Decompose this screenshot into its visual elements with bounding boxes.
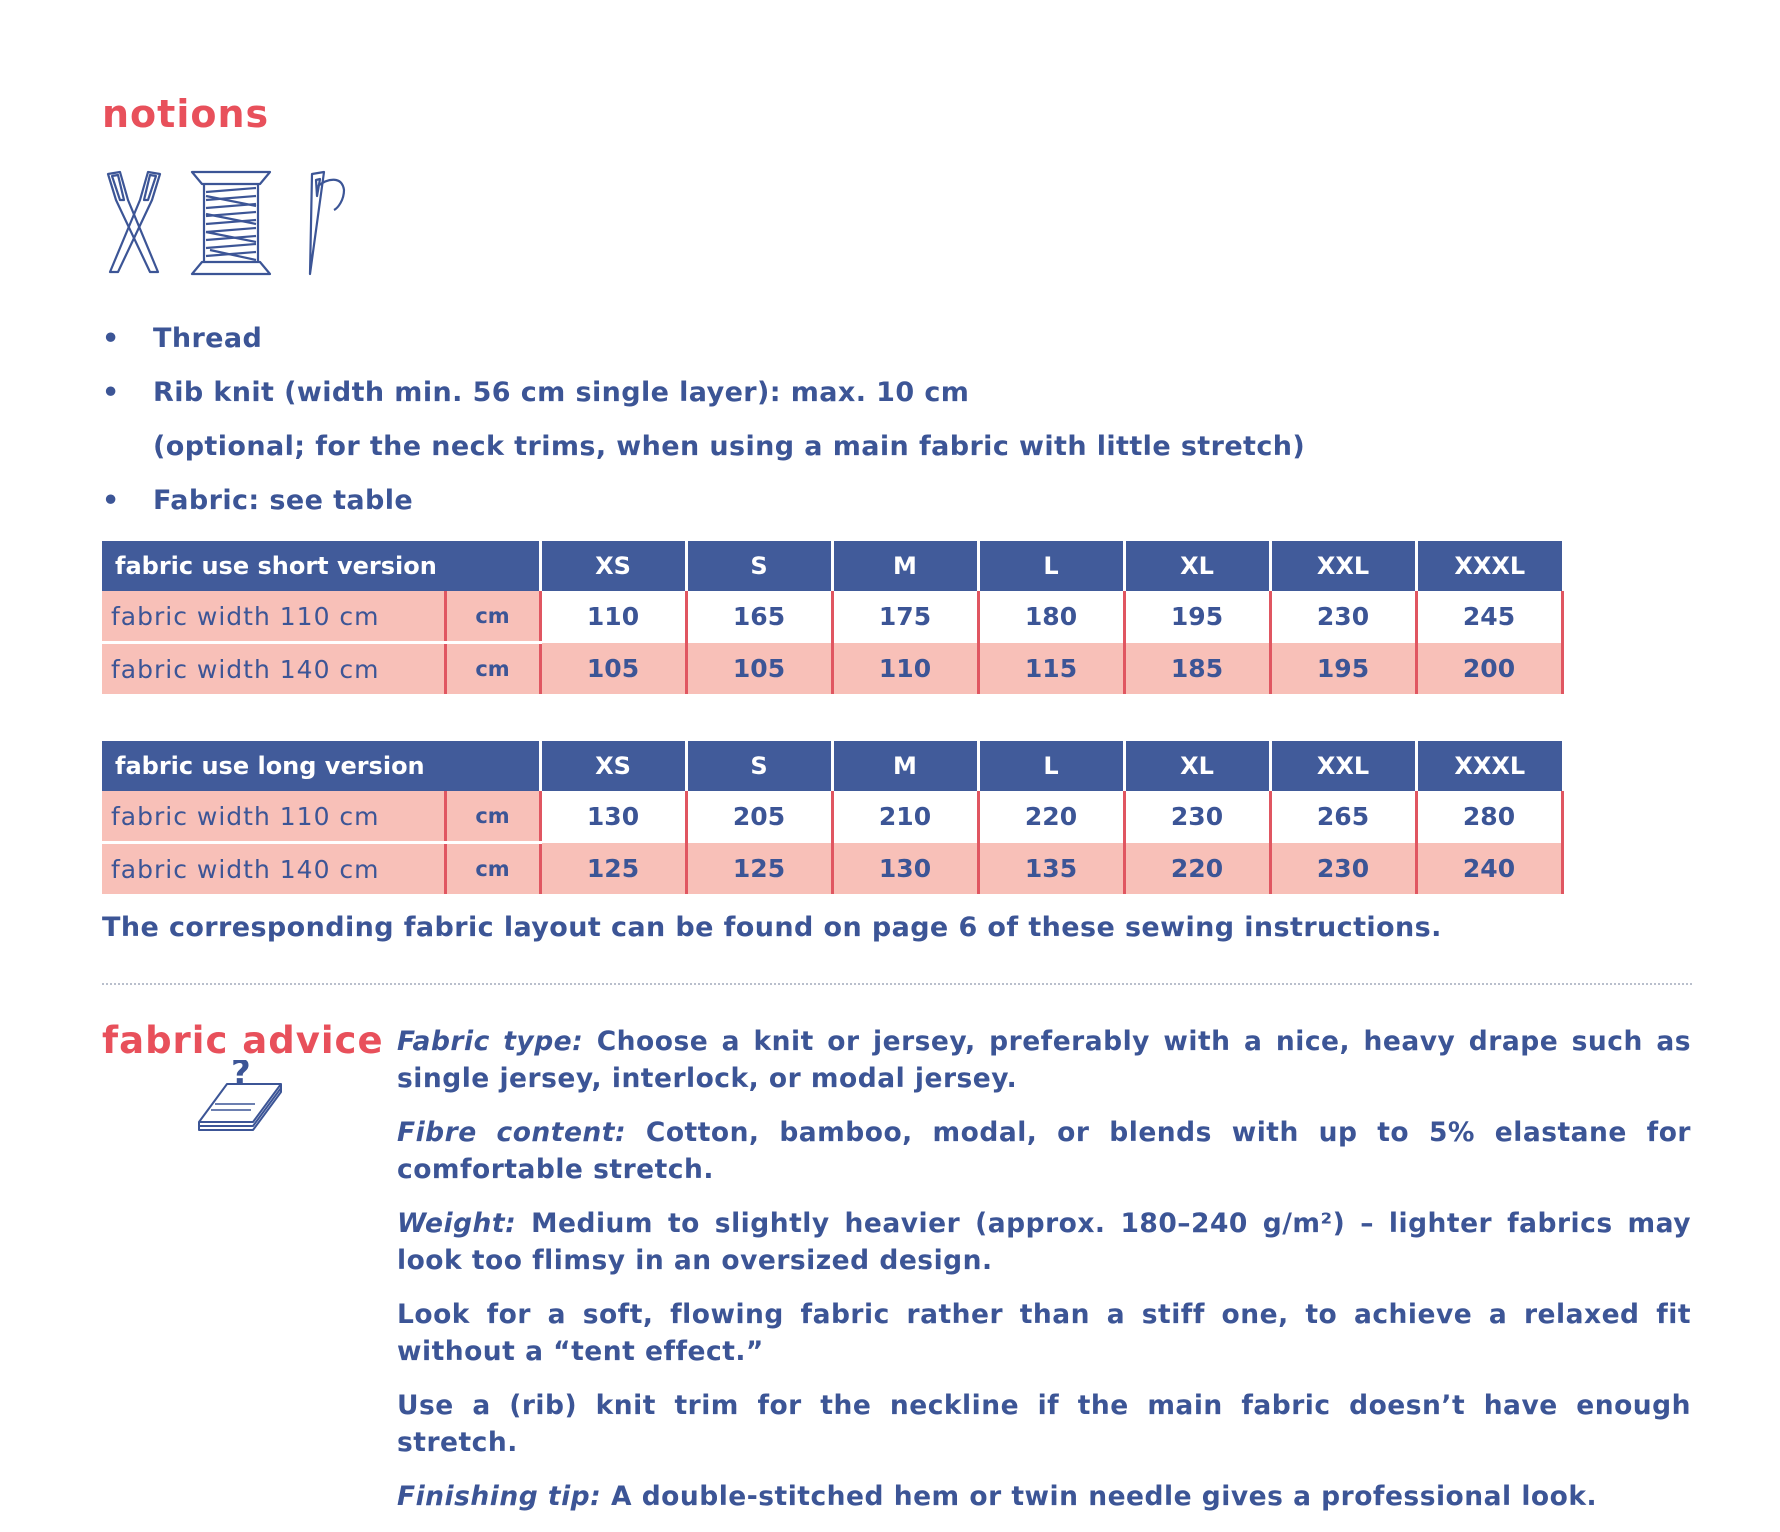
table-cell: 125 — [686, 843, 832, 895]
fabric-table-short — [102, 541, 1564, 694]
table-cell: 210 — [832, 791, 978, 843]
size-header: XXL — [1270, 541, 1416, 591]
row-unit: cm — [445, 643, 540, 695]
scissors-icon — [102, 170, 166, 276]
size-header: XL — [1124, 541, 1270, 591]
size-header: L — [978, 541, 1124, 591]
notions-heading: notions — [102, 92, 270, 136]
table-cell: 230 — [1124, 791, 1270, 843]
advice-lead: Fabric type: — [397, 1026, 584, 1057]
advice-body: A double-stitched hem or twin needle gives a professional look. — [601, 1481, 1598, 1512]
table-cell: 195 — [1124, 591, 1270, 643]
list-item-text: Fabric: see table — [153, 485, 414, 516]
table-row — [102, 791, 1562, 843]
size-header: L — [978, 741, 1124, 791]
advice-paragraph — [397, 1114, 1691, 1188]
row-label: fabric width 140 cm — [102, 843, 445, 895]
list-item-subtext: (optional; for the neck trims, when using a main fabric with little stretch) — [153, 431, 1306, 462]
bullet: • — [102, 323, 120, 354]
table-cell: 265 — [1270, 791, 1416, 843]
list-item — [102, 312, 1305, 366]
advice-body: Look for a soft, flowing fabric rather than a stiff one, to achieve a relaxed fit without a “tent effect.” — [397, 1299, 1691, 1367]
advice-lead: Finishing tip: — [397, 1481, 602, 1512]
table-cell: 200 — [1416, 643, 1562, 695]
table-row — [102, 843, 1562, 895]
table-cell: 195 — [1270, 643, 1416, 695]
advice-paragraph — [397, 1296, 1691, 1370]
advice-lead: Weight: — [397, 1208, 517, 1239]
size-header: S — [686, 541, 832, 591]
table-cell: 110 — [540, 591, 686, 643]
advice-paragraph — [397, 1023, 1691, 1097]
table-cell: 230 — [1270, 591, 1416, 643]
table-cell: 130 — [540, 791, 686, 843]
size-header: XXL — [1270, 741, 1416, 791]
table-row — [102, 643, 1562, 695]
table-cell: 205 — [686, 791, 832, 843]
table-cell: 220 — [1124, 843, 1270, 895]
table-cell: 105 — [540, 643, 686, 695]
table-cell: 230 — [1270, 843, 1416, 895]
fabric-advice-text — [397, 1023, 1691, 1532]
table-cell: 245 — [1416, 591, 1562, 643]
row-label: fabric width 140 cm — [102, 643, 445, 695]
advice-body: Medium to slightly heavier (approx. 180–240 g/m²) – lighter fabrics may look too flimsy in an oversized design. — [397, 1208, 1691, 1276]
size-header: S — [686, 741, 832, 791]
row-unit: cm — [445, 791, 540, 843]
advice-paragraph — [397, 1387, 1691, 1461]
fabric-table-long — [102, 741, 1564, 894]
table-cell: 125 — [540, 843, 686, 895]
table-header-label: fabric use long version — [102, 741, 540, 791]
list-item — [102, 474, 1305, 528]
advice-body: Choose a knit or jersey, preferably with a nice, heavy drape such as single jersey, interlock, or modal jersey. — [397, 1026, 1692, 1094]
table-cell: 130 — [832, 843, 978, 895]
table-cell: 185 — [1124, 643, 1270, 695]
bullet: • — [102, 377, 120, 408]
size-header: M — [832, 541, 978, 591]
row-label: fabric width 110 cm — [102, 591, 445, 643]
size-header: XS — [540, 541, 686, 591]
size-header: XL — [1124, 741, 1270, 791]
table-cell: 105 — [686, 643, 832, 695]
table-cell: 135 — [978, 843, 1124, 895]
table-header-label: fabric use short version — [102, 541, 540, 591]
size-header: XXXL — [1416, 541, 1562, 591]
dotted-divider — [102, 983, 1692, 985]
table-cell: 180 — [978, 591, 1124, 643]
fabric-advice-heading: fabric advice — [102, 1019, 384, 1062]
fabric-stack-question-icon — [195, 1060, 285, 1135]
notions-icons — [100, 170, 360, 280]
size-header: XXXL — [1416, 741, 1562, 791]
fabric-layout-note: The corresponding fabric layout can be found on page 6 of these sewing instructions. — [102, 912, 1442, 943]
advice-body: Cotton, bamboo, modal, or blends with up to 5% elastane for comfortable stretch. — [397, 1117, 1691, 1185]
advice-paragraph — [397, 1478, 1691, 1515]
table-cell: 175 — [832, 591, 978, 643]
table-cell: 165 — [686, 591, 832, 643]
advice-paragraph — [397, 1205, 1691, 1279]
advice-lead: Fibre content: — [397, 1117, 627, 1148]
advice-body: Use a (rib) knit trim for the neckline if the main fabric doesn’t have enough stretch. — [397, 1390, 1691, 1458]
list-item — [102, 366, 1305, 474]
size-header: XS — [540, 741, 686, 791]
table-cell: 110 — [832, 643, 978, 695]
table-cell: 280 — [1416, 791, 1562, 843]
list-item-text: Thread — [153, 323, 263, 354]
row-unit: cm — [445, 591, 540, 643]
svg-text:?: ? — [231, 1060, 251, 1093]
table-cell: 220 — [978, 791, 1124, 843]
size-header: M — [832, 741, 978, 791]
list-item-text: Rib knit (width min. 56 cm single layer): max. 10 cm — [153, 377, 970, 408]
bullet: • — [102, 485, 120, 516]
row-unit: cm — [445, 843, 540, 895]
table-cell: 115 — [978, 643, 1124, 695]
thread-spool-icon — [190, 170, 272, 276]
table-row — [102, 591, 1562, 643]
row-label: fabric width 110 cm — [102, 791, 445, 843]
notions-list — [102, 312, 1305, 528]
table-cell: 240 — [1416, 843, 1562, 895]
needle-icon — [298, 170, 348, 276]
